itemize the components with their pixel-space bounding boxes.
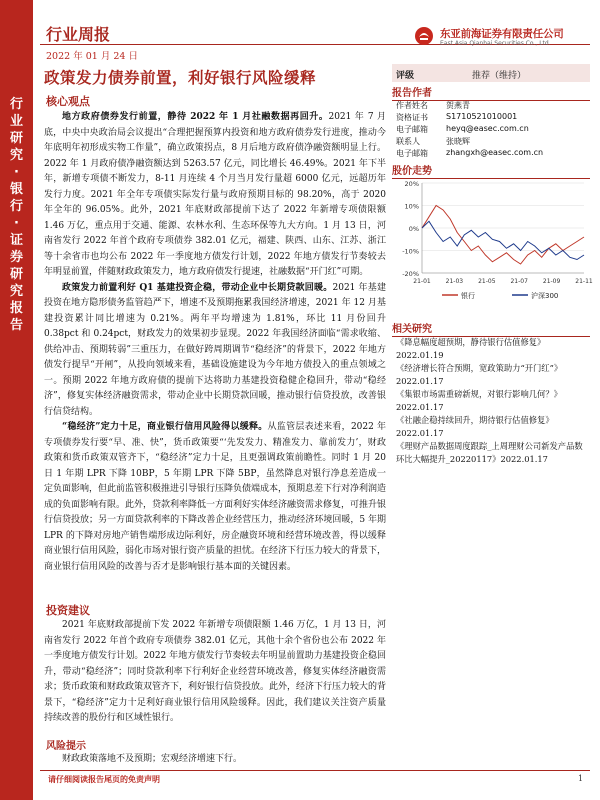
author-info-row — [396, 148, 590, 160]
investment-advice-body — [44, 618, 386, 727]
legend-label: 银行 — [461, 292, 475, 300]
authors-heading: 报告作者 — [392, 84, 590, 101]
paragraph — [44, 420, 386, 575]
x-tick-label: 21-11 — [575, 278, 593, 285]
sidebar-char: 行 — [9, 199, 23, 214]
core-views-body — [44, 110, 386, 575]
paragraph-text: 2021 年底财政部提前下发 2022 年新增专项债限额 1.46 万亿，1 月 13 日，河南省发行 2022 年首个政府专项债券 382.01 亿元，其他十余个省份也公布 2022 年一季度地方债发行计划。2022 年地方债发行节奏较去年明显前置助力基建投资企稳回升，带动“稳经济”；同时贷款利率下行利好企业经营环境改善，修复实体经济融资需求；货币政策和财政政策双管齐下，利好银行信贷投放。此外，经济下行压力较大的背景下，“稳经济”定力十足利好商业银行信用风险缓释。因此，我们建议关注资产质量持续改善的股份行和区域性银行。 — [44, 620, 387, 723]
sidebar-char: 报 — [9, 301, 23, 316]
series-line — [422, 221, 584, 259]
y-tick-label: 10% — [404, 202, 419, 211]
sidebar-char: 究 — [9, 148, 23, 163]
author-info-row — [396, 100, 590, 112]
author-info-row — [396, 112, 590, 124]
x-tick-label: 21-09 — [542, 278, 561, 285]
report-type-tag: 行业周报 — [46, 25, 111, 44]
related-research-item[interactable]: 《经济增长符合预期，宽政策助力“开门红”》 2022.01.17 — [396, 363, 563, 386]
rating-value: 推荐（维持） — [472, 71, 527, 81]
x-tick-label: 21-01 — [413, 278, 431, 285]
footer-divider — [40, 770, 590, 771]
paragraph — [44, 752, 386, 768]
paragraph — [44, 281, 386, 421]
legend-label: 沪深300 — [531, 292, 559, 300]
sidebar-char: 告 — [9, 318, 23, 333]
paragraph-text: 2021 年基建投资在地方隐形债务监管趋严下，增速不及预期拖累我国经济增速，2021 年 12 月基建投资累计同比增速为 0.21%。两年平均增速为 1.81%，环比 11 月份回升 0.38pct 和 0.24pct，财政发力的效果初步显现。2022 年我国经济面临“需求收缩、供给冲击、预期转弱”三重压力，在做好跨周期调节“稳经济”的背景下，2022 年地方债发行提早“开闸”，从投向领域来看，基础设施建设为今年地方债投入的重点领域之一。预期 2022 年地方政府债的提前下达将助力基建投资稳健企稳回升，带动“稳经济”，修复实体经济融资需求，带动企业中长期贷款回暖，推动银行信贷投放，改善银行信贷结构。 — [44, 282, 387, 417]
related-research-heading: 相关研究 — [392, 320, 590, 337]
paragraph-text: 从监管层表述来看，2022 年专项债券发行要“早、准、快”，货币政策要“‘先发发力、精准发力、靠前发力’，财政政策和货币政策双管齐下，“稳经济”定力十足，且更强调政策前瞻性。同时 1 月 20 日 1 年期 LPR 下降 10BP，5 年期 LPR 下降 5BP，虽然降息对银行净息差造成一定负面影响，但此前监管积极推进引导银行压降负债端成本，预期息差下行对净利润造成的负面影响有限。此外，贷款利率降低一方面利好实体经济融资需求修复，可推升银行信贷投放；另一方面贷款利率的下降改善企业经营压力，推动经济环境回暖，5 年期 LPR 的下降对房地产销售端形成边际利好，房企融资环境和经营环境改善，得以缓释商业银行信用风险，弱化市场对银行资产质量的担忧。在经济下行压力较大的背景下，商业银行信用风险的改善与否才是影响银行基本面的关键因素。 — [44, 422, 387, 572]
paragraph-lead: 地方政府债券发行前置，静待 2022 年 1 月社融数据再回升。 — [62, 112, 329, 122]
info-value[interactable]: heyq@easec.com.cn — [446, 124, 529, 133]
sidebar-char: · — [14, 216, 19, 231]
company-name-cn: 东亚前海证券有限责任公司 — [440, 28, 564, 40]
info-key: 电子邮箱 — [396, 149, 428, 158]
sidebar-char: · — [14, 165, 19, 180]
y-tick-label: -10% — [402, 247, 419, 256]
series-line — [422, 206, 584, 265]
rating-box — [392, 64, 590, 82]
logo-mark-icon — [414, 26, 434, 46]
y-tick-label: 20% — [404, 180, 419, 188]
sidebar-label — [0, 96, 33, 334]
price-trend-heading: 股价走势 — [392, 162, 590, 179]
risk-heading: 风险提示 — [46, 741, 86, 752]
page-number: 1 — [578, 774, 584, 783]
x-tick-label: 21-05 — [478, 278, 496, 285]
sidebar-char: 研 — [9, 131, 23, 146]
paragraph-text: 2021 年 7 月底，中央中央政治局会议提出“合理把握预算内投资和地方政府债券发行进度，推动今年底明年初形成实物工作量”，确立政策拐点，8 月后地方政府债净融资额明显上行。2022 年 1 月政府债净融资额达到 5263.57 亿元，同比增长 46.49%。2021 年下半年，新增专项债不断发力，8-11 月连续 4 个月当月发行量超 6000 亿元，远超历年发行力度。2021 年全年专项债实际发行量与政府预期目标的 98.20%，高于 2020 年全年的 96.05%。此外，2021 年底财政部提前下达了 2022 年新增专项债限额 1.46 万亿，重点用于交通、能源、农林水利、生态环保等九大方向。1 月 13 日，河南省发行 2022 年首个政府专项债券 382.01 亿元，福建、陕西、山东、江苏、浙江等十余省市也均公布 2022 年一季度地方债发行计划，2022 年地方债发行节奏较去年明显前置，伴随财政政策发力，地方政府债发行提速，社融数据“开门红”可期。 — [44, 112, 386, 277]
related-research-item[interactable]: 《降息幅度超预期，静待银行估值修复》2022.01.19 — [396, 337, 546, 360]
sidebar-band — [0, 0, 33, 800]
sidebar-char: 银 — [9, 182, 23, 197]
paragraph-lead: 政策发力前置利好 Q1 基建投资企稳，带动企业中长期贷款回暖。 — [62, 282, 333, 293]
related-research-item[interactable]: 《理财产品数据周度跟踪_上周理财公司新发产品数环比大幅提升_20220117》2022.01.17 — [396, 441, 583, 464]
paragraph-lead: “稳经济”定力十足，商业银行信用风险得以缓释。 — [62, 422, 268, 432]
company-name-en: East Asia Qianhai Securities Co., Ltd. — [440, 40, 551, 47]
info-key: 资格证书 — [396, 113, 428, 122]
price-trend-chart — [392, 175, 593, 305]
x-tick-label: 21-07 — [510, 278, 528, 285]
sidebar-char: 证 — [9, 233, 23, 248]
core-views-heading: 核心观点 — [46, 95, 90, 108]
info-key: 电子邮箱 — [396, 125, 428, 134]
author-info-row — [396, 124, 590, 136]
x-tick-label: 21-03 — [445, 278, 464, 285]
risk-body — [44, 752, 386, 768]
info-key: 联系人 — [396, 137, 420, 146]
info-value: 张晓辉 — [446, 137, 470, 146]
related-research-item[interactable]: 《集银市场需重磅新规，对银行影响几何？》 2022.01.17 — [396, 389, 562, 412]
paragraph — [44, 110, 386, 281]
info-value: 贺燕青 — [446, 101, 470, 110]
investment-advice-heading: 投资建议 — [46, 604, 90, 617]
company-logo — [414, 24, 584, 50]
paragraph — [44, 618, 386, 727]
info-value[interactable]: zhangxh@easec.com.cn — [446, 148, 544, 157]
chart-svg — [392, 175, 593, 305]
author-info-row — [396, 136, 590, 148]
info-value: S1710521010001 — [446, 112, 518, 121]
y-tick-label: 0% — [408, 225, 419, 233]
rating-label: 评级 — [396, 71, 415, 81]
paragraph-text: 财政政策落地不及预期；宏观经济增速下行。 — [62, 754, 243, 764]
sidebar-char: 券 — [9, 250, 23, 265]
disclaimer-note: 请仔细阅读报告尾页的免责声明 — [48, 774, 160, 784]
sidebar-char: 研 — [9, 267, 23, 282]
report-title: 政策发力债券前置，利好银行风险缓释 — [44, 69, 317, 87]
related-research-item[interactable]: 《社融企稳持续回升，期待银行估值修复》 2022.01.17 — [396, 415, 554, 438]
info-key: 作者姓名 — [396, 101, 428, 110]
y-tick-label: -20% — [402, 270, 419, 278]
sidebar-char: 行 — [9, 97, 23, 112]
sidebar-char: 业 — [9, 114, 23, 129]
report-date: 2022 年 01 月 24 日 — [46, 51, 138, 62]
sidebar-char: 究 — [9, 284, 23, 299]
